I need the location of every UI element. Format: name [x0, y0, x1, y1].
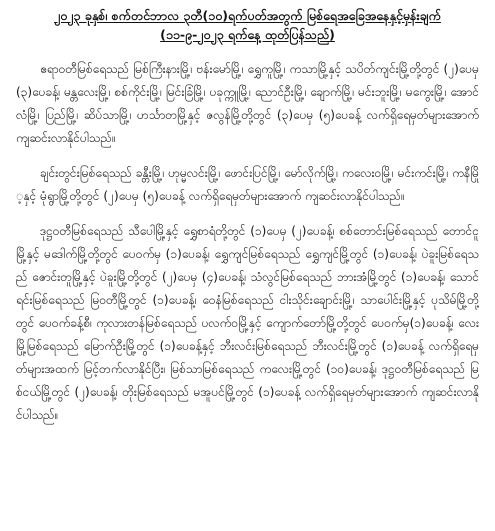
document-subtitle-date: (၁၁-၉-၂၀၂၃ ရက်နေ့ ထုတ်ပြန်သည်) — [160, 27, 335, 42]
paragraph-ayeyarwady: ဧရာဝတီမြစ်ရေသည် မြစ်ကြီးနားမြို့၊ ဗန်းမော်မြို့၊ ရွှေကူမြို့၊ ကသာမြို့နှင့် သပိတ်ကျင်းမြို့တို့တွင် (၂)ပေမှ (၃)ပေခန့်၊ မန္တလေးမြို့၊ စစ်ကိုင်းမြို့၊ မြင်းခြံမြို့၊ ပခုက္ကူမြို့၊ ညောင်ဦးမြို့၊ ချောက်မြို့၊ မင်းဘူးမြို့၊ မကွေးမြို့၊ အောင်လံမြို့၊ ပြည်မြို့၊ ဆိပ်သာမြို့၊ ဟင်္သာတမြို့နှင့် ဇလွန်မြို့တို့တွင် (၃)ပေမှ (၅)ပေခန့် လက်ရှိရေမှတ်များအောက် ကျဆင်းလာနိုင်ပါသည်။ — [16, 62, 479, 145]
paragraph-other-rivers: ဒုဋ္ဌဝတီမြစ်ရေသည် သီပေါမြို့နှင့် ရွှေစာရံတို့တွင် (၁)ပေမှ (၂)ပေခန့်၊ စစ်တောင်းမြစ်ရေသည် တောင်ငူမြို့နှင့် မဒေါက်မြို့တို့တွင် ပေဝက်မှ (၁)ပေခန့်၊ ရွှေကျင်မြစ်ရေသည် ရွှေကျင်မြို့တွင် (၁)ပေခန့်၊ ပဲခူးမြစ်ရေသည် ဇောင်းတူမြို့နှင့် ပဲခူးမြို့တို့တွင် (၂)ပေမှ (၄)ပေခန့်၊ သံလွင်မြစ်ရေသည် ဘားအံမြို့တွင် (၁)ပေခန့်၊ သောင်ရင်းမြစ်ရေသည် မြဝတီမြို့တွင် (၁)ပေခန့်၊ ဝေနံမြစ်ရေသည် ငါးသိုင်းချောင်းမြို့၊ သာပေါင်းမြို့နှင့် ပုသိမ်မြို့တို့တွင် ပေဝက်ခန့်စီ၊ ကုလားတန်မြစ်ရေသည် ပလက်ဝမြို့နှင့် ကျောက်တော်မြို့တို့တွင် ပေဝက်မှ(၁)ပေခန့်၊ လေးမြို့မြစ်ရေသည် မြောက်ဦးမြို့တွင် (၁)ပေခန့်နှင့် ဘီးလင်းမြစ်ရေသည် ဘီးလင်းမြို့တွင် (၁)ပေခန့် လက်ရှိရေမှတ်များအထက် မြင့်တက်လာနိုင်ပြီး၊ မြစ်သာမြစ်ရေသည် ကလေးမြို့တွင် (၁၀)ပေခန့်၊ ဒုဋ္ဌဝတီမြစ်ရေသည် မြစ်ငယ်မြို့တွင် (၂)ပေခန့်၊ တိုးမြစ်ရေသည် မအူပင်မြို့တွင် (၁)ပေခန့် လက်ရှိရေမှတ်များအောက် ကျဆင်းလာနိုင်ပါသည်။ — [16, 224, 479, 422]
document-title: ၂၀၂၃ ခုနှစ်၊ စက်တင်ဘာလ ၃တီ(၁၀)ရက်ပတ်အတွက် မြစ်ရေအခြေအနေနှင့်မှန်းချက် — [54, 8, 441, 23]
paragraph-chindwin: ချင်းတွင်းမြစ်ရေသည် ခန္တီးမြို့၊ ဟုမ္မလင်းမြို့၊ ဖောင်းပြင်မြို့၊ မော်လိုက်မြို့၊ ကလေးဝမြို့၊ မင်းကင်းမြို့၊ ကနီမြို့နှင့် မုံရွာမြို့တို့တွင် (၂)ပေမှ (၅)ပေခန့် လက်ရှိရေမှတ်များအောက် ကျဆင်းလာနိုင်ပါသည်။ — [16, 166, 479, 203]
